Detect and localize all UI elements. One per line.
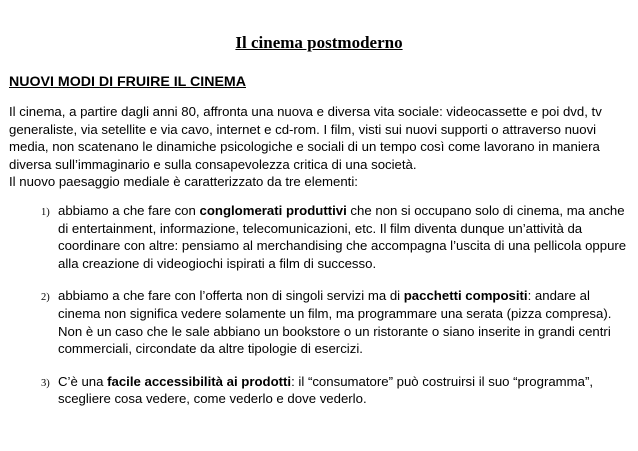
section-heading: NUOVI MODI DI FRUIRE IL CINEMA [9,74,246,90]
elements-list [9,202,633,408]
list-number: 3) [41,377,50,389]
list-text-bold: conglomerati produttivi [199,202,347,218]
list-text-after: che non si occupano solo di cinema, ma anche di entertainment, informazione, telecomunicazioni, etc. Il film diventa dunque un’attività da coordinare con altre: pensiamo al merchandising che accompagna l’uscita di una pellicola oppure alla creazione di videogiochi ispirati a film di successo. [58,202,627,271]
list-text-bold: facile accessibilità ai prodotti [107,373,292,389]
intro-line: Il nuovo paesaggio mediale è caratterizzato da tre elementi: [9,174,358,190]
list-text-before: abbiamo a che fare con l’offerta non di singoli servizi ma di [58,288,404,304]
list-item [9,202,633,272]
list-item [9,287,633,357]
list-text-before: C’è una [58,373,108,389]
list-number: 1) [41,206,50,218]
list-text-bold: pacchetti compositi [403,288,528,304]
slide-content [9,73,633,423]
list-text-after: : andare al cinema non significa vedere solamente un film, ma programmare una serata (pizza compresa). Non è un caso che le sale abbiano un bookstore o un ristorante o siano inserite in grandi centri commerciali, circondate da altre tipologie di esercizi. [58,288,612,357]
list-text-after: : il “consumatore” può costruirsi il suo “programma”, scegliere cosa vedere, come vederlo e dove vederlo. [58,373,594,407]
list-number: 2) [41,292,50,304]
intro-paragraph: Il cinema, a partire dagli anni 80, affronta una nuova e diversa vita sociale: videocassette e poi dvd, tv generaliste, via setellite e via cavo, internet e cd-rom. I film, visti sui nuovi supporti o attraverso nuovi media, non scatenano le dinamiche psicologiche e sociali di un tempo così come lavorano in maniera diversa sull’immaginario e sulla consapevolezza critica di una società. [9,104,602,172]
list-item [9,373,633,408]
list-text-before: abbiamo a che fare con [58,202,200,218]
slide-title: Il cinema postmoderno [235,33,403,52]
